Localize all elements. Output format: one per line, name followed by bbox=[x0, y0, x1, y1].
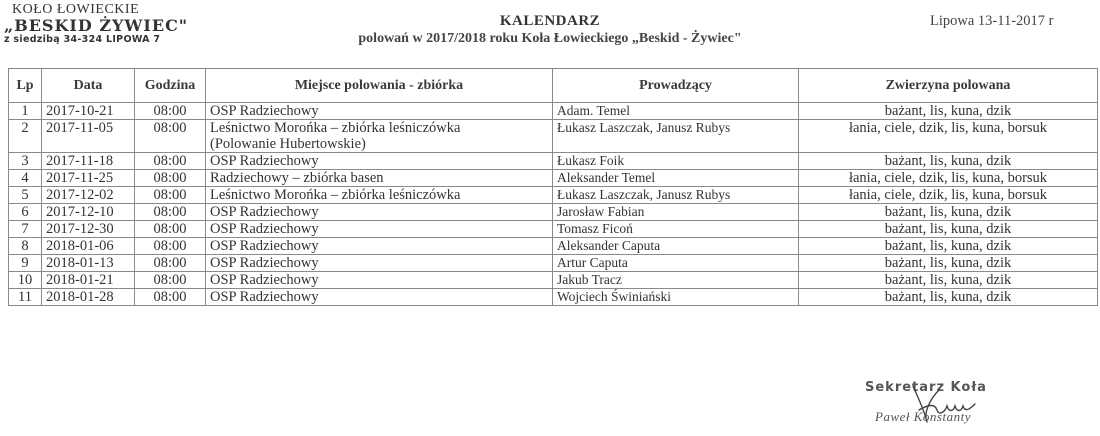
table-row bbox=[9, 255, 1098, 272]
cell-game: łania, ciele, dzik, lis, kuna, borsuk bbox=[799, 187, 1098, 204]
cell-place: OSP Radziechowy bbox=[206, 103, 553, 120]
cell-leader: Jakub Tracz bbox=[553, 272, 799, 289]
table-row bbox=[9, 204, 1098, 221]
cell-game: bażant, lis, kuna, dzik bbox=[799, 289, 1098, 306]
cell-place-line2: (Polowanie Hubertowskie) bbox=[210, 136, 366, 152]
table-row bbox=[9, 120, 1098, 153]
cell-date: 2017-12-10 bbox=[42, 204, 135, 221]
table-row bbox=[9, 187, 1098, 204]
cell-lp: 9 bbox=[9, 255, 42, 272]
table-row bbox=[9, 238, 1098, 255]
cell-leader: Aleksander Caputa bbox=[553, 238, 799, 255]
cell-place: Radziechowy – zbiórka basen bbox=[206, 170, 553, 187]
table-header-row bbox=[9, 69, 1098, 103]
cell-game: bażant, lis, kuna, dzik bbox=[799, 255, 1098, 272]
cell-lp: 8 bbox=[9, 238, 42, 255]
cell-time: 08:00 bbox=[135, 204, 206, 221]
handwritten-signature-icon bbox=[905, 382, 985, 426]
col-header-place: Miejsce polowania - zbiórka bbox=[206, 69, 553, 103]
cell-date: 2018-01-06 bbox=[42, 238, 135, 255]
cell-game: bażant, lis, kuna, dzik bbox=[799, 238, 1098, 255]
cell-leader: Łukasz Foik bbox=[553, 153, 799, 170]
cell-lp: 3 bbox=[9, 153, 42, 170]
signature-name: Paweł Konstanty bbox=[875, 409, 971, 424]
cell-leader: Tomasz Ficoń bbox=[553, 221, 799, 238]
cell-time: 08:00 bbox=[135, 120, 206, 153]
cell-place: OSP Radziechowy bbox=[206, 255, 553, 272]
cell-time: 08:00 bbox=[135, 187, 206, 204]
cell-leader: Wojciech Świniański bbox=[553, 289, 799, 306]
cell-place-line1: Leśnictwo Morońka – zbiórka leśniczówka bbox=[210, 120, 461, 136]
cell-date: 2017-11-05 bbox=[42, 120, 135, 153]
cell-game: bażant, lis, kuna, dzik bbox=[799, 204, 1098, 221]
cell-date: 2018-01-13 bbox=[42, 255, 135, 272]
signature-block bbox=[865, 380, 1015, 425]
col-header-leader: Prowadzący bbox=[553, 69, 799, 103]
cell-place: OSP Radziechowy bbox=[206, 289, 553, 306]
cell-place: Leśnictwo Morońka – zbiórka leśniczówka bbox=[206, 187, 553, 204]
cell-date: 2017-12-30 bbox=[42, 221, 135, 238]
cell-game: bażant, lis, kuna, dzik bbox=[799, 153, 1098, 170]
table-row bbox=[9, 170, 1098, 187]
cell-leader: Łukasz Laszczak, Janusz Rubys bbox=[553, 187, 799, 204]
stamp-address: z siedzibą 34-324 LIPOWA 7 bbox=[4, 34, 161, 45]
cell-time: 08:00 bbox=[135, 289, 206, 306]
cell-place: OSP Radziechowy bbox=[206, 204, 553, 221]
page-subtitle: polowań w 2017/2018 roku Koła Łowieckiego „Beskid - Żywiec" bbox=[358, 31, 742, 46]
table-row bbox=[9, 103, 1098, 120]
table-row bbox=[9, 221, 1098, 238]
cell-leader: Artur Caputa bbox=[553, 255, 799, 272]
cell-lp: 2 bbox=[9, 120, 42, 153]
cell-leader: Aleksander Temel bbox=[553, 170, 799, 187]
cell-leader: Adam. Temel bbox=[553, 103, 799, 120]
cell-lp: 11 bbox=[9, 289, 42, 306]
cell-game: bażant, lis, kuna, dzik bbox=[799, 221, 1098, 238]
cell-time: 08:00 bbox=[135, 238, 206, 255]
table-row bbox=[9, 153, 1098, 170]
cell-lp: 5 bbox=[9, 187, 42, 204]
cell-leader: Łukasz Laszczak, Janusz Rubys bbox=[553, 120, 799, 153]
cell-game: łania, ciele, dzik, lis, kuna, borsuk bbox=[799, 120, 1098, 153]
cell-date: 2017-10-21 bbox=[42, 103, 135, 120]
stamp-line-1: KOŁO ŁOWIECKIE bbox=[12, 2, 140, 17]
cell-lp: 7 bbox=[9, 221, 42, 238]
cell-lp: 4 bbox=[9, 170, 42, 187]
cell-lp: 10 bbox=[9, 272, 42, 289]
club-stamp bbox=[4, 2, 194, 46]
cell-date: 2017-11-25 bbox=[42, 170, 135, 187]
stamp-line-2: „BESKID ŻYWIEC" bbox=[4, 16, 189, 35]
cell-game: bażant, lis, kuna, dzik bbox=[799, 272, 1098, 289]
cell-place: OSP Radziechowy bbox=[206, 221, 553, 238]
table-row bbox=[9, 289, 1098, 306]
col-header-date: Data bbox=[42, 69, 135, 103]
col-header-lp: Lp bbox=[9, 69, 42, 103]
col-header-time: Godzina bbox=[135, 69, 206, 103]
cell-time: 08:00 bbox=[135, 170, 206, 187]
page-title: KALENDARZ bbox=[499, 13, 601, 29]
cell-time: 08:00 bbox=[135, 272, 206, 289]
cell-date: 2018-01-21 bbox=[42, 272, 135, 289]
cell-date: 2017-12-02 bbox=[42, 187, 135, 204]
cell-lp: 1 bbox=[9, 103, 42, 120]
place-date: Lipowa 13-11-2017 r bbox=[930, 13, 1054, 29]
cell-game: bażant, lis, kuna, dzik bbox=[799, 103, 1098, 120]
document-title bbox=[300, 12, 800, 48]
table-row bbox=[9, 272, 1098, 289]
cell-leader: Jarosław Fabian bbox=[553, 204, 799, 221]
cell-time: 08:00 bbox=[135, 255, 206, 272]
cell-place: OSP Radziechowy bbox=[206, 153, 553, 170]
signature-role: Sekretarz Koła bbox=[865, 380, 987, 395]
cell-time: 08:00 bbox=[135, 221, 206, 238]
cell-lp: 6 bbox=[9, 204, 42, 221]
cell-date: 2017-11-18 bbox=[42, 153, 135, 170]
cell-time: 08:00 bbox=[135, 153, 206, 170]
cell-game: łania, ciele, dzik, lis, kuna, borsuk bbox=[799, 170, 1098, 187]
cell-place: OSP Radziechowy bbox=[206, 238, 553, 255]
hunt-calendar-table bbox=[8, 68, 1098, 306]
cell-place bbox=[206, 120, 553, 153]
cell-place: OSP Radziechowy bbox=[206, 272, 553, 289]
cell-time: 08:00 bbox=[135, 103, 206, 120]
cell-date: 2018-01-28 bbox=[42, 289, 135, 306]
col-header-game: Zwierzyna polowana bbox=[799, 69, 1098, 103]
